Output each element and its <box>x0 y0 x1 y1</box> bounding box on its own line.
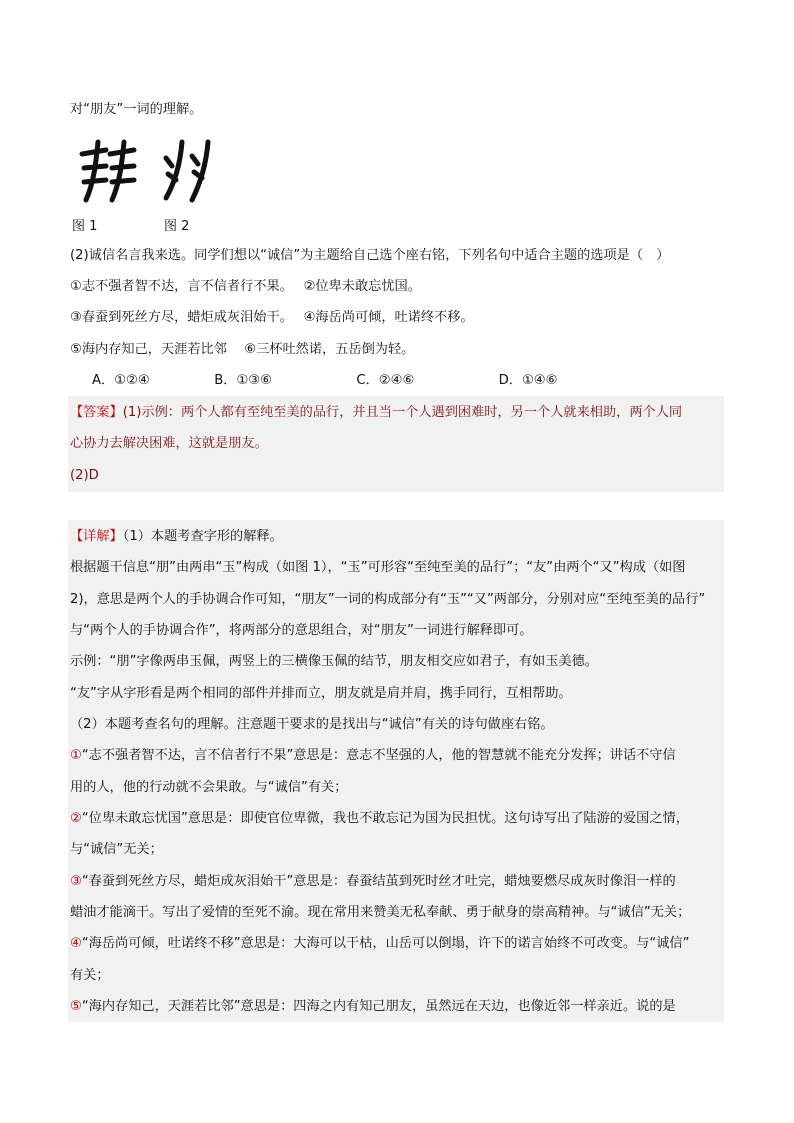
figure-1-glyph <box>78 138 142 204</box>
note-5-mark: ⑤ <box>70 999 82 1014</box>
note-1-line-2: 用的人，他的行动就不会果敢。与“诚信”有关； <box>70 780 348 795</box>
detail-tag: 【详解】 <box>70 529 123 544</box>
detail-p3: 与“两个人的手协调合作”，将两部分的意思组合，对“朋友”一词进行解释即可。 <box>70 623 533 638</box>
detail-p4: 示例：“朋”字像两串玉佩，两竖上的三横像玉佩的结节，朋友相交应如君子，有如玉美德。 <box>70 654 598 669</box>
option-a: A．①②④ <box>92 373 150 388</box>
note-4-text: “海岳尚可倾，吐诺终不移”意思是：大海可以干枯，山岳可以倒塌，许下的诺言始终不可改变。与“诚信” <box>81 936 690 951</box>
note-2-line-1 <box>70 809 689 829</box>
option-b: B．①③⑥ <box>214 373 272 388</box>
question-2-stem: (2)诚信名言我来选。同学们想以“诚信”为主题给自己选个座右铭，下列名句中适合主题的选项是（ ） <box>70 248 670 263</box>
note-1-line-1 <box>70 746 676 766</box>
note-2-line-2: 与“诚信”无关； <box>70 842 163 857</box>
detail-p2: 2)，意思是两个人的手协调合作可知，“朋友”一词的构成部分有“玉”“又”两部分，分别对应“至纯至美的品行” <box>70 592 706 607</box>
note-3-line-2: 蜡油才能滴干。写出了爱情的至死不渝。现在常用来赞美无私奉献、勇于献身的崇高精神。与“诚信”无关； <box>70 905 691 920</box>
question-2-line-3: ⑤海内存知己，天涯若比邻 ⑥三杯吐然诺，五岳倒为轻。 <box>70 342 415 357</box>
option-d: D．①④⑥ <box>498 373 558 388</box>
detail-p1: 根据题干信息“朋”由两串“玉”构成（如图 1），“玉”可形容“至纯至美的品行”；“友”由两个“又”构成（如图 <box>70 560 686 575</box>
figure-2-caption: 图 2 <box>164 219 190 234</box>
question-2-line-1: ①志不强者智不达，言不信者行不果。 ②位卑未敢忘忧国。 <box>70 279 421 294</box>
answer-line-2: 心协力去解决困难，这就是朋友。 <box>70 436 268 451</box>
note-2-text: “位卑未敢忘忧国”意思是：即使官位卑微，我也不敢忘记为国为民担忧。这句诗写出了陆游的爱国之情， <box>81 811 689 826</box>
intro-text: 对“朋友”一词的理解。 <box>70 102 203 117</box>
answer-line-1 <box>70 403 682 423</box>
option-c: C．②④⑥ <box>356 373 415 388</box>
detail-head-line <box>70 527 283 547</box>
detail-head: （1）本题考查字形的解释。 <box>122 529 283 544</box>
question-2-line-2: ③春蚕到死丝方尽，蜡炬成灰泪始干。 ④海岳尚可倾，吐诺终不移。 <box>70 310 474 325</box>
note-4-line-2: 有关； <box>70 968 110 983</box>
detail-p5: “友”字从字形看是两个相同的部件并排而立，朋友就是肩并肩，携手同行，互相帮助。 <box>70 686 572 701</box>
question-2-options <box>92 371 557 391</box>
answer-1-text-a: (1)示例：两个人都有至纯至美的品行，并且当一个人遇到困难时，另一个人就来相助，两个人同 <box>122 405 683 420</box>
note-4-mark: ④ <box>70 936 82 951</box>
answer-tag: 【答案】 <box>70 405 123 420</box>
note-5-text: “海内存知己，天涯若比邻”意思是：四海之内有知己朋友，虽然远在天边，也像近邻一样亲近。说的是 <box>81 999 676 1014</box>
detail-p6: （2）本题考查名句的理解。注意题干要求的是找出与“诚信”有关的诗句做座右铭。 <box>70 717 554 732</box>
note-5-line-1 <box>70 997 676 1017</box>
figure-2-glyph <box>160 138 216 204</box>
note-1-mark: ① <box>70 748 82 763</box>
note-3-mark: ③ <box>70 874 82 889</box>
note-1-text: “志不强者智不达，言不信者行不果”意思是：意志不坚强的人，他的智慧就不能充分发挥；讲话不守信 <box>81 748 676 763</box>
note-3-line-1 <box>70 872 676 892</box>
answer-line-3: (2)D <box>70 468 99 483</box>
figure-1-caption: 图 1 <box>72 219 98 234</box>
note-2-mark: ② <box>70 811 82 826</box>
note-4-line-1 <box>70 934 689 954</box>
note-3-text: “春蚕到死丝方尽，蜡炬成灰泪始干”意思是：春蚕结茧到死时丝才吐完，蜡烛要燃尽成灰时像泪一样的 <box>81 874 676 889</box>
